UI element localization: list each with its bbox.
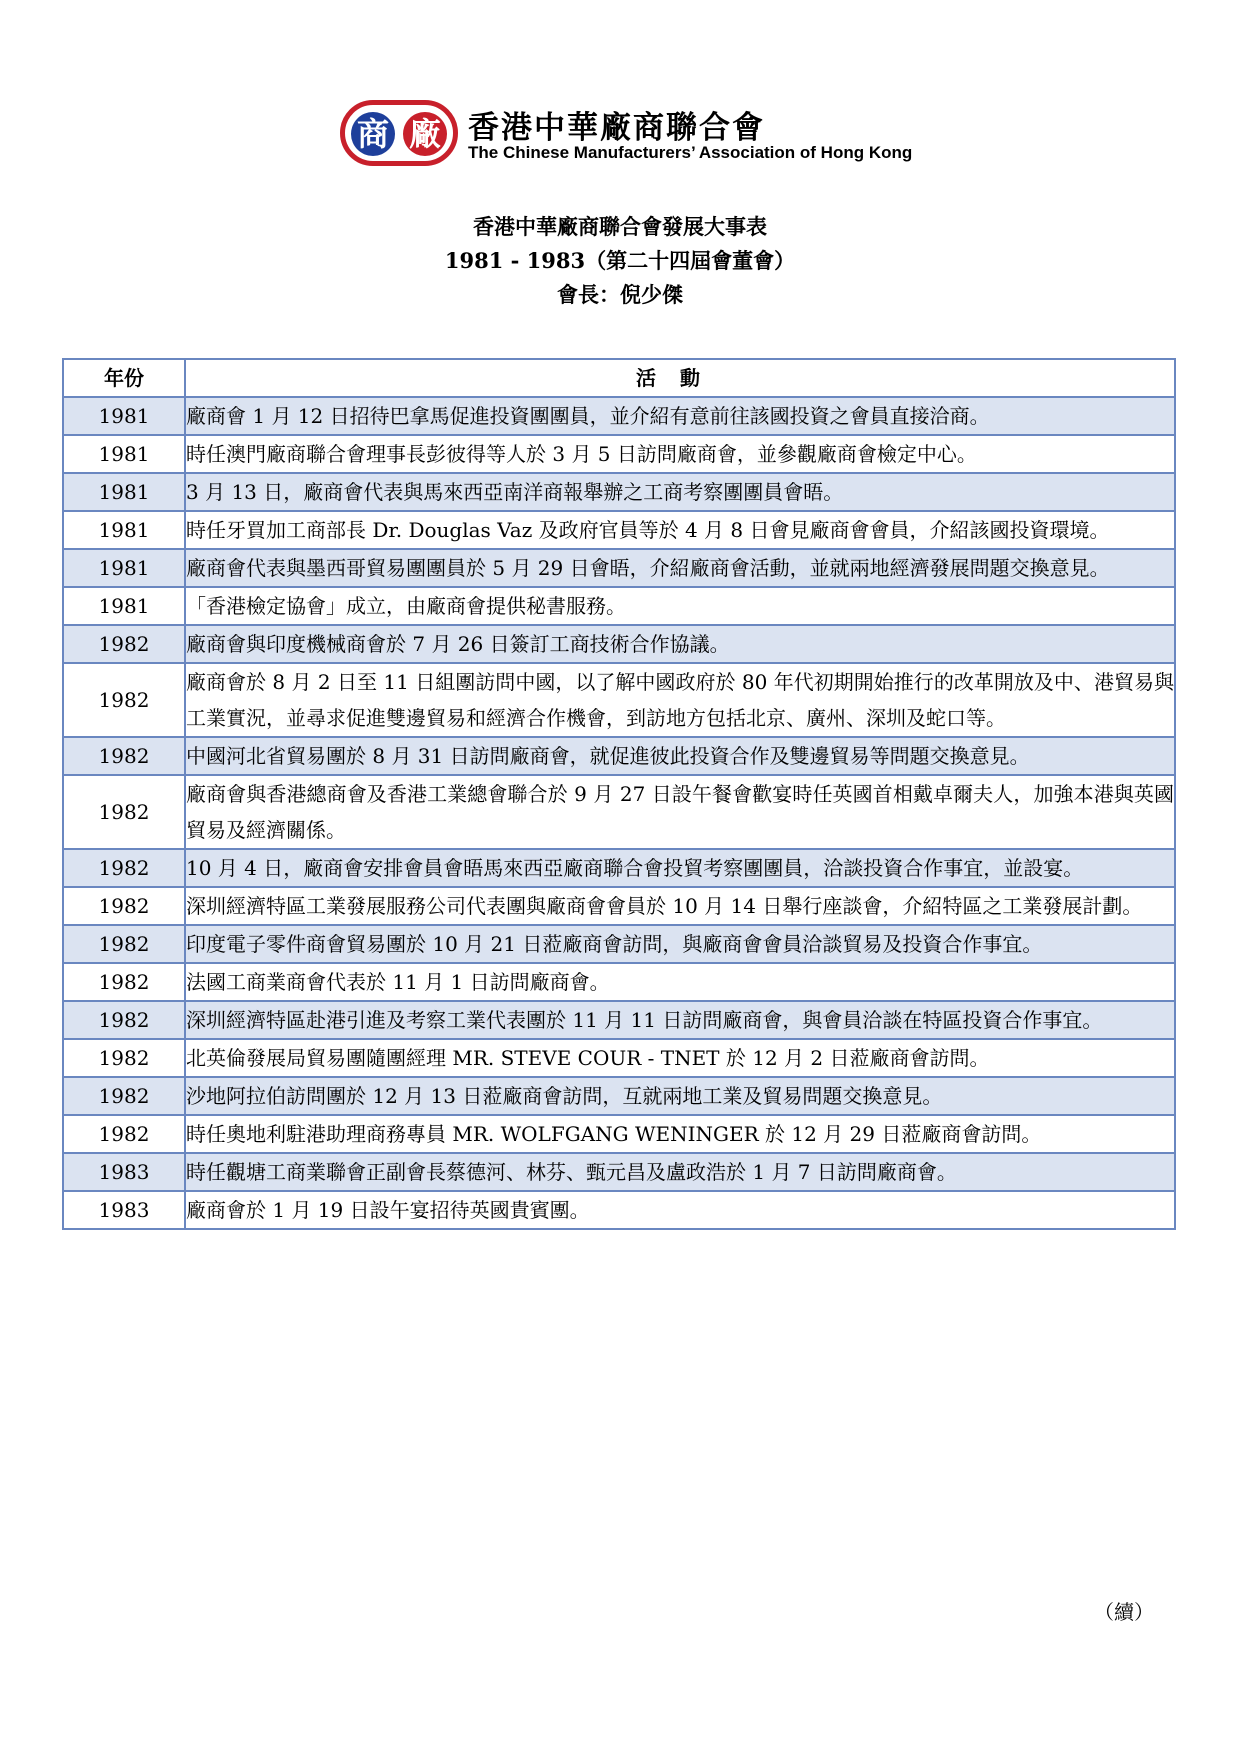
table-row [63,587,1175,625]
association-logo [340,100,920,170]
row-activity: 廠商會與香港總商會及香港工業總會聯合於 9 月 27 日設午餐會歡宴時任英國首相戴卓爾夫人，加強本港與英國貿易及經濟關係。 [185,775,1175,849]
row-activity: 時任觀塘工商業聯會正副會長蔡德河、林芬、甄元昌及盧政浩於 1 月 7 日訪問廠商會。 [185,1153,1175,1191]
row-activity: 廠商會於 8 月 2 日至 11 日組團訪問中國，以了解中國政府於 80 年代初期開始推行的改革開放及中、港貿易與工業實況，並尋求促進雙邊貿易和經濟合作機會，到訪地方包括北京、廣州、深圳及蛇口等。 [185,663,1175,737]
row-year: 1982 [63,1039,185,1077]
row-year: 1982 [63,1001,185,1039]
table-row [63,1153,1175,1191]
row-year: 1983 [63,1153,185,1191]
table-row [63,849,1175,887]
logo-emblem [340,100,458,166]
row-activity: 10 月 4 日，廠商會安排會員會晤馬來西亞廠商聯合會投貿考察團團員，洽談投資合作事宜，並設宴。 [185,849,1175,887]
activity-column-header: 活動 [185,359,1175,397]
row-activity: 深圳經濟特區工業發展服務公司代表團與廠商會會員於 10 月 14 日舉行座談會，介紹特區之工業發展計劃。 [185,887,1175,925]
row-activity: 中國河北省貿易團於 8 月 31 日訪問廠商會，就促進彼此投資合作及雙邊貿易等問題交換意見。 [185,737,1175,775]
table-row [63,397,1175,435]
table-row [63,511,1175,549]
table-row [63,1039,1175,1077]
row-year: 1981 [63,397,185,435]
logo-emblem-char-2: 廠 [403,112,447,156]
row-activity: 廠商會與印度機械商會於 7 月 26 日簽訂工商技術合作協議。 [185,625,1175,663]
continued-note: （續） [1094,1600,1154,1624]
row-year: 1982 [63,625,185,663]
row-activity: 印度電子零件商會貿易團於 10 月 21 日蒞廠商會訪問，與廠商會會員洽談貿易及投資合作事宜。 [185,925,1175,963]
row-year: 1981 [63,549,185,587]
row-year: 1981 [63,473,185,511]
table-row [63,963,1175,1001]
row-activity: 3 月 13 日，廠商會代表與馬來西亞南洋商報舉辦之工商考察團團員會晤。 [185,473,1175,511]
row-year: 1981 [63,587,185,625]
row-activity: 法國工商業商會代表於 11 月 1 日訪問廠商會。 [185,963,1175,1001]
row-activity: 「香港檢定協會」成立，由廠商會提供秘書服務。 [185,587,1175,625]
row-activity: 時任澳門廠商聯合會理事長彭彼得等人於 3 月 5 日訪問廠商會，並參觀廠商會檢定中心。 [185,435,1175,473]
row-year: 1982 [63,737,185,775]
table-header-row [63,359,1175,397]
document-heading [0,210,1240,312]
table-row [63,737,1175,775]
row-year: 1983 [63,1191,185,1229]
chairman-line: 會長：倪少傑 [557,282,683,307]
year-column-header: 年份 [63,359,185,397]
document-subtitle: 1981 - 1983（第二十四屆會董會） [444,248,796,273]
row-activity: 廠商會 1 月 12 日招待巴拿馬促進投資團團員，並介紹有意前往該國投資之會員直接洽商。 [185,397,1175,435]
row-year: 1982 [63,887,185,925]
table-row [63,473,1175,511]
table-row [63,925,1175,963]
logo-name-english: The Chinese Manufacturers’ Association of Hong Kong [468,143,913,162]
row-year: 1982 [63,925,185,963]
row-year: 1981 [63,511,185,549]
table-row [63,435,1175,473]
table-row [63,887,1175,925]
table-body [63,397,1175,1229]
row-activity: 沙地阿拉伯訪問團於 12 月 13 日蒞廠商會訪問，互就兩地工業及貿易問題交換意見。 [185,1077,1175,1115]
logo-name-chinese: 香港中華廠商聯合會 [468,110,765,146]
table-row [63,625,1175,663]
table-row [63,549,1175,587]
events-table [62,358,1176,1230]
table-row [63,1077,1175,1115]
row-year: 1982 [63,663,185,737]
table-row [63,1001,1175,1039]
row-activity: 廠商會代表與墨西哥貿易團團員於 5 月 29 日會晤，介紹廠商會活動，並就兩地經濟發展問題交換意見。 [185,549,1175,587]
table-row [63,1115,1175,1153]
table-row [63,663,1175,737]
row-year: 1982 [63,849,185,887]
row-year: 1982 [63,1115,185,1153]
table-row [63,1191,1175,1229]
row-year: 1982 [63,1077,185,1115]
row-activity: 北英倫發展局貿易團隨團經理 MR. STEVE COUR - TNET 於 12 月 2 日蒞廠商會訪問。 [185,1039,1175,1077]
row-activity: 廠商會於 1 月 19 日設午宴招待英國貴賓團。 [185,1191,1175,1229]
logo-emblem-char-1: 商 [351,112,395,156]
row-year: 1981 [63,435,185,473]
row-activity: 時任奧地利駐港助理商務專員 MR. WOLFGANG WENINGER 於 12 月 29 日蒞廠商會訪問。 [185,1115,1175,1153]
row-year: 1982 [63,963,185,1001]
table-row [63,775,1175,849]
row-activity: 時任牙買加工商部長 Dr. Douglas Vaz 及政府官員等於 4 月 8 日會見廠商會會員，介紹該國投資環境。 [185,511,1175,549]
row-year: 1982 [63,775,185,849]
document-title: 香港中華廠商聯合會發展大事表 [473,214,767,239]
row-activity: 深圳經濟特區赴港引進及考察工業代表團於 11 月 11 日訪問廠商會，與會員洽談在特區投資合作事宜。 [185,1001,1175,1039]
